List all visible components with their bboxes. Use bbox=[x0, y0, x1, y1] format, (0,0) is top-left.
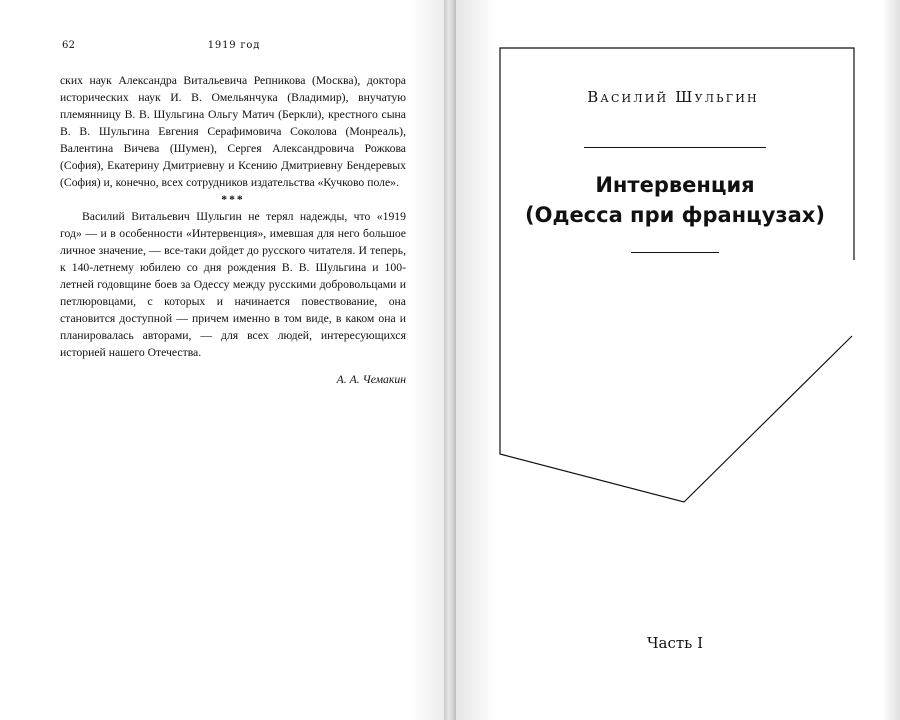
title-rule-top bbox=[584, 147, 766, 148]
page-number: 62 bbox=[62, 40, 76, 51]
book-title-line2: (Одесса при французах) bbox=[525, 203, 825, 227]
signature: А. А. Чемакин bbox=[336, 373, 406, 386]
part-label: Часть I bbox=[646, 634, 704, 652]
author-name: Василий Шульгин bbox=[587, 88, 759, 106]
paragraph-closing: Василий Витальевич Шульгин не терял надежды, что «1919 год» — и в особенности «Интервенция», имевшая для него большое личное значение, — все-таки дойдет до русского читателя. И теперь, к 140-летнему юбилею со дня рождения В. В. Шульгина и 100-летней годовщине боев за Одессу между русскими добровольцами и петлюровцами, с которых и начинается повествование, она становится доступной — причем именно в том виде, в каком она и планировалась авторами, — для всех людей, интересующихся историей нашего Отечества. bbox=[60, 210, 406, 359]
book-gutter bbox=[444, 0, 456, 720]
title-frame-outline bbox=[500, 48, 854, 502]
running-head bbox=[62, 40, 406, 54]
running-head-title: 1919 год bbox=[207, 40, 261, 51]
left-page-body bbox=[60, 72, 406, 388]
paragraph-acknowledgements: ских наук Александра Витальевича Репникова (Москва), доктора исторических наук И. В. Омельянчука (Владимир), внучатую племянницу В. В. Шульгина Ольгу Матич (Беркли), крестного сына В. В. Шульгина Евгения Серафимовича Соколова (Монреаль), Валентина Вичева (Шумен), Сергея Александровича Рожкова (София), Екатерину Дмитриевну и Ксению Дмитриевну Бендеревых (София) и, конечно, всех сотрудников издательства «Кучково поле». bbox=[60, 74, 406, 189]
left-page-spine-shadow bbox=[410, 0, 444, 720]
book-title bbox=[500, 170, 850, 230]
section-separator: *** bbox=[221, 193, 245, 206]
title-rule-bottom bbox=[631, 252, 719, 253]
title-frame bbox=[456, 0, 900, 720]
book-title-line1: Интервенция bbox=[595, 173, 755, 197]
